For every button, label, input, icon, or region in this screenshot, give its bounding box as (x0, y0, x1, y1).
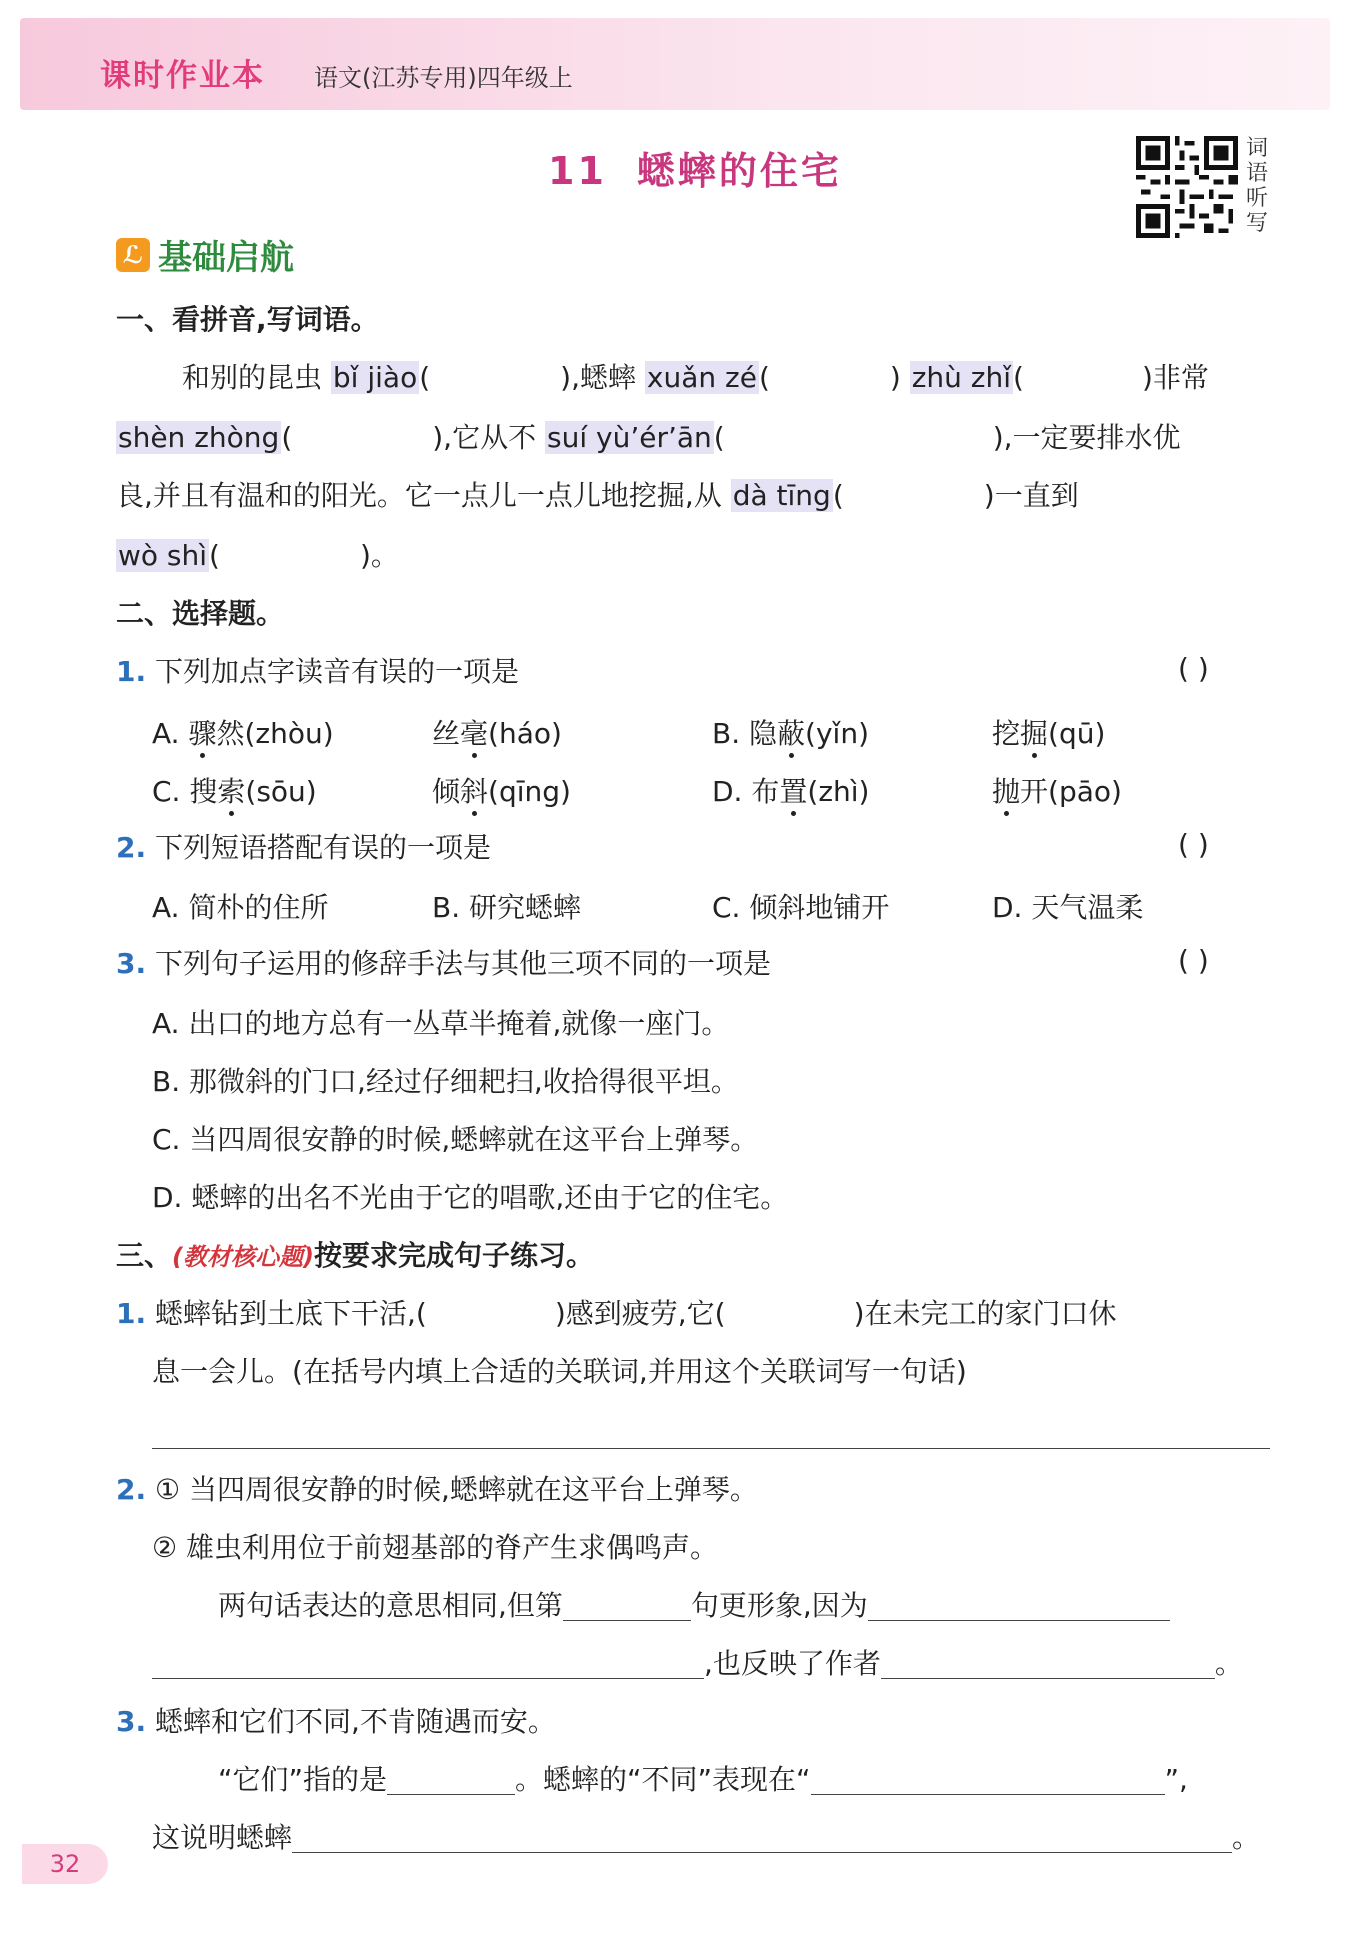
option-c2 (432, 770, 571, 810)
text: 开(pāo) (1020, 775, 1122, 808)
text: C. (152, 775, 190, 808)
question-text: 下列加点字读音有误的一项是 (155, 655, 520, 688)
q1-stem (116, 652, 519, 692)
answer-blank[interactable] (152, 1648, 704, 1679)
text: 搜 (189, 775, 218, 808)
p3-q3-line2 (218, 1760, 1188, 1800)
dotted-char: 斜 (460, 775, 489, 808)
q2-stem (116, 828, 491, 868)
text: (yǐn) (805, 717, 869, 750)
text: 蟋蟀和它们不同,不肯随遇而安。 (155, 1705, 556, 1738)
pinyin: zhù zhǐ (911, 361, 1012, 394)
answer-blank[interactable] (811, 1764, 1165, 1795)
text: 。蟋蟀的“不同”表现在“ (515, 1763, 811, 1796)
question-number: 2. (116, 831, 147, 864)
p3-q2-s1 (116, 1470, 758, 1510)
option-b2 (992, 712, 1105, 752)
question-number: 3. (116, 947, 147, 980)
text: (qīng) (488, 775, 571, 808)
pinyin: shèn zhòng (118, 421, 280, 454)
p3-q2-s2: ② 雄虫利用位于前翅基部的脊产生求偶鸣声。 (152, 1531, 719, 1564)
part1-line2 (116, 418, 1181, 458)
text: ),它从不 (432, 421, 545, 454)
part2-heading: 二、选择题。 (116, 597, 285, 630)
part3-heading (116, 1236, 594, 1277)
subject-label: 语文(江苏专用)四年级上 (314, 64, 573, 92)
p3-q3-line3 (152, 1818, 1260, 1858)
text: ),一定要排水优 (992, 421, 1181, 454)
text: 倾 (432, 775, 461, 808)
answer-paren[interactable]: ( ) (1178, 828, 1209, 861)
answer-blank[interactable] (868, 1590, 1170, 1621)
text: (zhì) (807, 775, 870, 808)
paren: ( (281, 421, 293, 454)
qr-label-char: 词 (1246, 136, 1269, 161)
qr-label (1246, 136, 1272, 236)
pinyin: suí yù’ér’ān (546, 421, 712, 454)
question-number: 1. (116, 655, 147, 688)
dotted-char: 毫 (460, 717, 489, 750)
dotted-char: 骤 (188, 717, 217, 750)
dotted-char: 蔽 (777, 717, 806, 750)
part1-heading: 一、看拼音,写词语。 (116, 303, 379, 336)
text: (qū) (1048, 717, 1106, 750)
text: 隐 (749, 717, 778, 750)
qr-label-char: 听 (1246, 186, 1269, 211)
text: 丝 (432, 717, 461, 750)
text: 挖 (992, 717, 1021, 750)
answer-paren[interactable]: ( ) (1178, 652, 1209, 685)
question-text: 下列句子运用的修辞手法与其他三项不同的一项是 (155, 947, 772, 980)
option-c1 (152, 770, 317, 810)
paren: ( (209, 539, 220, 572)
text: (háo) (488, 717, 562, 750)
paren: ( (713, 421, 725, 454)
dotted-char: 置 (779, 775, 808, 808)
paren: ( (419, 361, 431, 394)
option-a1 (152, 712, 334, 752)
core-tag: (教材核心题) (172, 1243, 314, 1271)
question-number: 3. (116, 1705, 147, 1738)
p3-q2-line3 (218, 1586, 1170, 1626)
qr-label-char: 语 (1246, 161, 1269, 186)
option-d: D. 天气温柔 (992, 891, 1144, 924)
answer-blank[interactable] (292, 1822, 1232, 1853)
answer-paren[interactable]: ( ) (1178, 944, 1209, 977)
dotted-char: 掘 (1020, 717, 1049, 750)
paren: ( (832, 479, 844, 512)
qr-code-icon[interactable] (1136, 136, 1238, 238)
paren: ( (758, 361, 770, 394)
option-b: B. 研究蟋蟀 (432, 891, 582, 924)
page-number: 32 (22, 1844, 108, 1884)
q3-stem (116, 944, 771, 984)
text: 和别的昆虫 (182, 361, 331, 394)
text: 三、 (116, 1239, 173, 1272)
question-text: 下列短语搭配有误的一项是 (155, 831, 492, 864)
text: 按要求完成句子练习。 (313, 1239, 594, 1272)
option-d: D. 蟋蟀的出名不光由于它的唱歌,还由于它的住宅。 (152, 1181, 789, 1214)
option-d2 (992, 770, 1122, 810)
option-c: C. 倾斜地铺开 (712, 891, 890, 924)
option-a: A. 出口的地方总有一丛草半掩着,就像一座门。 (152, 1007, 730, 1040)
dotted-char: 抛 (992, 775, 1021, 808)
p3-q2-line4 (152, 1644, 1243, 1684)
question-number: 2. (116, 1473, 147, 1506)
p3-q1-line2: 息一会儿。(在括号内填上合适的关联词,并用这个关联词写一句话) (152, 1355, 967, 1388)
text: ) (889, 361, 910, 394)
part1-line4 (116, 536, 399, 576)
text: 。 (1214, 1647, 1243, 1680)
text: “它们”指的是 (218, 1763, 388, 1796)
text: ,也反映了作者 (704, 1647, 881, 1680)
text: )非常 (1141, 361, 1209, 394)
p3-q1-line1 (116, 1294, 1117, 1334)
option-a2 (432, 712, 562, 752)
text: B. (712, 717, 750, 750)
answer-blank[interactable] (563, 1590, 691, 1621)
pinyin: xuǎn zé (646, 361, 757, 394)
option-d1 (712, 770, 869, 810)
p3-q3-line1 (116, 1702, 556, 1742)
text: )一直到 (983, 479, 1079, 512)
answer-blank[interactable] (387, 1764, 515, 1795)
text: )感到疲劳,它( (554, 1297, 726, 1330)
pinyin: bǐ jiào (332, 361, 418, 394)
answer-line[interactable] (152, 1448, 1270, 1449)
text: 蟋蟀钻到土底下干活,( (155, 1297, 427, 1330)
text: D. (712, 775, 752, 808)
text: ”, (1164, 1763, 1188, 1796)
anchor-icon: ℒ (116, 238, 150, 272)
lesson-name: 蟋蟀的住宅 (636, 149, 842, 193)
lesson-title (548, 140, 842, 195)
section-heading (116, 230, 294, 279)
text: 这说明蟋蟀 (152, 1821, 293, 1854)
pinyin: dà tīng (732, 479, 831, 512)
text: A. (152, 717, 189, 750)
option-b1 (712, 712, 869, 752)
text: )。 (359, 539, 399, 572)
text: 布 (751, 775, 780, 808)
answer-blank[interactable] (881, 1648, 1215, 1679)
text: 。 (1232, 1821, 1261, 1854)
pinyin: wò shì (118, 539, 208, 572)
text: 然(zhòu) (216, 717, 334, 750)
text: (sōu) (245, 775, 317, 808)
dotted-char: 索 (217, 775, 246, 808)
part1-line1 (182, 358, 1209, 398)
question-number: 1. (116, 1297, 147, 1330)
option-b: B. 那微斜的门口,经过仔细耙扫,收拾得很平坦。 (152, 1065, 739, 1098)
option-c: C. 当四周很安静的时候,蟋蟀就在这平台上弹琴。 (152, 1123, 759, 1156)
text: 良,并且有温和的阳光。它一点儿一点儿地挖掘,从 (116, 479, 731, 512)
text: ① 当四周很安静的时候,蟋蟀就在这平台上弹琴。 (155, 1473, 758, 1506)
lesson-number: 11 (548, 149, 607, 193)
text: ),蟋蟀 (560, 361, 645, 394)
paren: ( (1013, 361, 1024, 394)
section-title: 基础启航 (158, 238, 294, 278)
text: 两句话表达的意思相同,但第 (218, 1589, 563, 1622)
part1-line3 (116, 476, 1079, 516)
text: 句更形象,因为 (690, 1589, 868, 1622)
text: )在未完工的家门口休 (853, 1297, 1117, 1330)
brand-title: 课时作业本 (100, 58, 265, 94)
qr-label-char: 写 (1246, 211, 1269, 236)
option-a: A. 简朴的住所 (152, 891, 329, 924)
